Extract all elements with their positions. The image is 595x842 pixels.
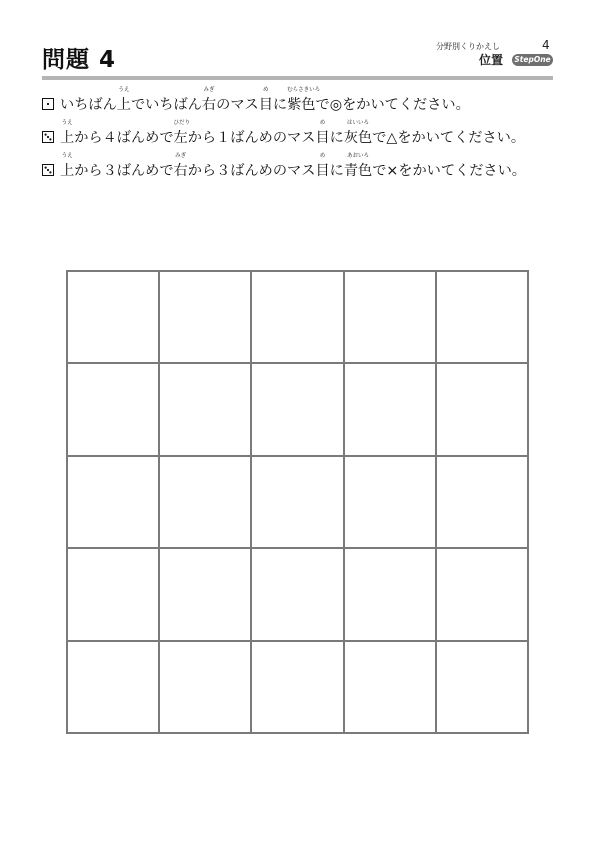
question-text-segment	[330, 162, 344, 180]
die-dot	[47, 103, 49, 105]
question-text-segment	[74, 162, 173, 180]
furigana: め	[319, 120, 326, 126]
question-text-segment	[287, 87, 321, 114]
furigana: め	[319, 153, 326, 159]
grid-cell[interactable]	[68, 272, 160, 364]
question-text-segment	[131, 96, 202, 114]
question-text-segment	[315, 120, 330, 147]
segment-text: いちばん	[60, 97, 117, 113]
question-text-segment	[201, 87, 217, 114]
segment-text: 目	[315, 130, 330, 146]
question-text-segment	[60, 96, 117, 114]
question-text-segment	[116, 87, 131, 114]
segment-text: に	[329, 130, 344, 146]
furigana: うえ	[61, 120, 73, 126]
grid-cell[interactable]	[68, 364, 160, 456]
segment-text: から４ばんめで	[74, 130, 174, 146]
die-dot	[49, 171, 51, 173]
grid-cell[interactable]	[345, 549, 437, 641]
grid-cell[interactable]	[252, 642, 344, 734]
die-3-icon	[42, 131, 54, 143]
grid-cell[interactable]	[345, 364, 437, 456]
segment-text: のマス	[216, 97, 259, 113]
question-text-segment	[188, 129, 316, 147]
page-title: 問題 4	[42, 47, 117, 73]
question-1	[42, 88, 470, 114]
furigana: あおいろ	[347, 153, 370, 159]
die-dot	[45, 134, 47, 136]
segment-text: に	[329, 163, 344, 179]
question-text-segment	[343, 153, 373, 180]
grid-cell[interactable]	[68, 457, 160, 549]
die-1-icon	[42, 98, 54, 110]
die-dot	[47, 169, 49, 171]
topic-label: 位置	[479, 53, 504, 67]
question-text-segment	[173, 153, 188, 180]
die-dot	[47, 136, 49, 138]
segment-text: 右	[173, 163, 188, 179]
grid-cell[interactable]	[160, 272, 252, 364]
question-text-segment	[74, 129, 173, 147]
segment-text: 灰色	[343, 130, 373, 146]
grid-cell[interactable]	[160, 457, 252, 549]
series-label: 分野別くりかえし	[436, 42, 500, 51]
segment-text: 上	[60, 130, 75, 146]
page-number: 4	[542, 38, 550, 52]
segment-text: に	[272, 97, 288, 113]
grid-cell[interactable]	[68, 549, 160, 641]
segment-text: で◎をかいてください。	[315, 97, 470, 113]
grid-cell[interactable]	[345, 457, 437, 549]
segment-text: で×をかいてください。	[372, 163, 526, 179]
question-text-segment	[316, 96, 470, 114]
grid-cell[interactable]	[437, 457, 529, 549]
segment-text: 上	[116, 97, 131, 113]
die-dot	[49, 138, 51, 140]
grid-cell[interactable]	[345, 272, 437, 364]
question-2	[42, 121, 525, 147]
answer-grid	[66, 270, 529, 734]
segment-text: 右	[201, 97, 217, 113]
furigana: みぎ	[175, 153, 187, 159]
question-text-segment	[60, 153, 75, 180]
grid-cell[interactable]	[345, 642, 437, 734]
brand-badge: StepOne	[512, 54, 553, 66]
question-text-segment	[330, 129, 344, 147]
question-text-segment	[372, 162, 526, 180]
grid-cell[interactable]	[68, 642, 160, 734]
question-text-segment	[216, 96, 259, 114]
furigana: ひだり	[173, 120, 191, 126]
header-divider	[42, 76, 553, 80]
segment-text: 目	[258, 97, 273, 113]
segment-text: 左	[173, 130, 188, 146]
segment-text: 青色	[343, 163, 373, 179]
grid-cell[interactable]	[160, 549, 252, 641]
segment-text: から３ばんめで	[74, 163, 174, 179]
grid-cell[interactable]	[437, 549, 529, 641]
question-text-segment	[343, 120, 373, 147]
furigana: うえ	[118, 87, 130, 93]
grid-cell[interactable]	[437, 364, 529, 456]
furigana: め	[263, 87, 269, 93]
segment-text: で△をかいてください。	[372, 130, 526, 146]
grid-cell[interactable]	[252, 364, 344, 456]
question-text-segment	[258, 87, 273, 114]
die-3-icon	[42, 164, 54, 176]
segment-text: から３ばんめのマス	[187, 163, 316, 179]
segment-text: 目	[315, 163, 330, 179]
grid-cell[interactable]	[160, 642, 252, 734]
question-text-segment	[188, 162, 316, 180]
grid-cell[interactable]	[437, 642, 529, 734]
question-text-segment	[173, 120, 191, 147]
question-text-segment	[273, 96, 287, 114]
segment-text: から１ばんめのマス	[187, 130, 316, 146]
grid-cell[interactable]	[252, 457, 344, 549]
furigana: むらさきいろ	[287, 87, 321, 93]
answer-grid-area	[66, 270, 529, 734]
question-3	[42, 154, 526, 180]
question-text-segment	[372, 129, 525, 147]
segment-text: 上	[60, 163, 75, 179]
question-text-segment	[60, 120, 75, 147]
grid-cell[interactable]	[437, 272, 529, 364]
furigana: みぎ	[203, 87, 215, 93]
grid-cell[interactable]	[252, 272, 344, 364]
segment-text: 紫色	[287, 97, 316, 113]
die-dot	[45, 167, 47, 169]
grid-cell[interactable]	[252, 549, 344, 641]
furigana: はいいろ	[347, 120, 370, 126]
question-text-segment	[315, 153, 330, 180]
grid-cell[interactable]	[160, 364, 252, 456]
segment-text: でいちばん	[130, 97, 202, 113]
furigana: うえ	[61, 153, 73, 159]
